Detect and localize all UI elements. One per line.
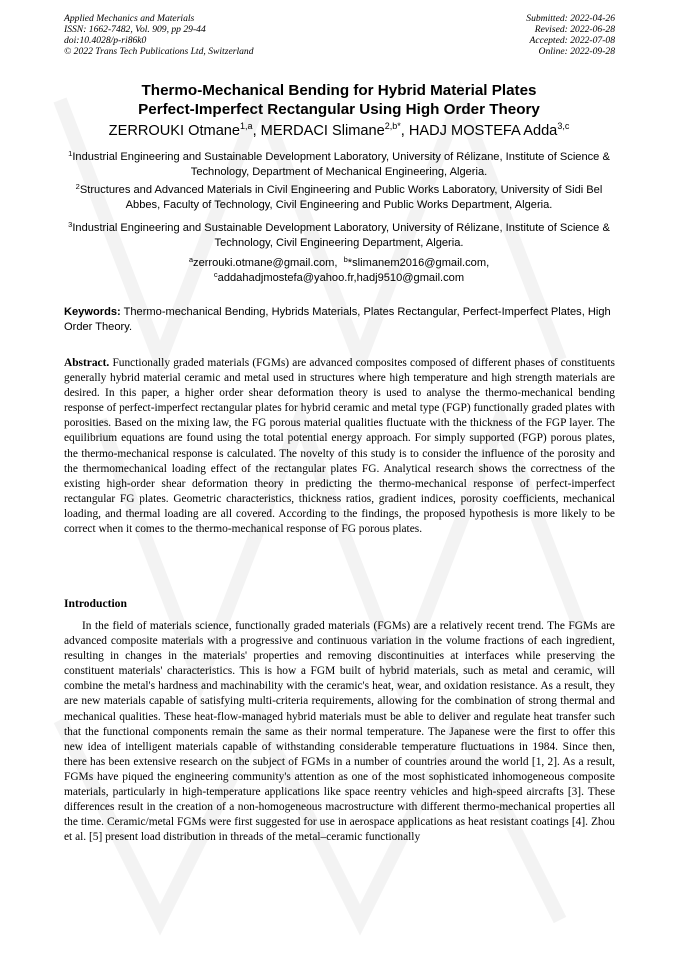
affiliation-2 [62, 183, 616, 213]
affiliation-sup: 3 [68, 220, 73, 229]
email-a[interactable]: zerrouki.otmane@gmail.com, [193, 257, 338, 269]
email-c[interactable]: addahadjmostefa@yahoo.fr,hadj9510@gmail.com [217, 272, 465, 284]
keywords-text: Thermo-mechanical Bending, Hybrids Materials, Plates Rectangular, Perfect-Imperfect Plates, High Order Theory. [64, 306, 611, 333]
online-date: Online: 2022-09-28 [538, 46, 615, 57]
author-affil-sup: 1,a [240, 121, 253, 131]
affiliation-sup: 1 [68, 149, 73, 158]
affiliation-text: Industrial Engineering and Sustainable Development Laboratory, University of Rélizane, Institute of Science & Technology, Department of Mechanical Engineering, Algeria. [72, 151, 610, 178]
author-separator: , [400, 123, 409, 139]
author-affil-sup: 3,c [557, 121, 570, 131]
abstract-text: Functionally graded materials (FGMs) are advanced composites composed of different phases of constituents generally hybrid material ceramic and metal used in structures where high temperature and high strength materials are desired. In this paper, a higher order shear deformation theory is used to analyse the thermo-mechanical bending response of perfect-imperfect rectangular plates for hybrid ceramic and metal type (FGP) functionally graded plates with porosities. Based on the mixing law, the FG porous material qualities fluctuate with the thickness of the FGP layer. The equilibrium equations are found using the total potential energy approach. For simply supported (FGP) porous plates, the thermo-mechanical response is calculated. The novelty of this study is to consider the influence of the porosity and the thermomechanical loading effect of the rectangular plates FG. Analytical research shows the correctness of the existing high-order shear deformation theory in predicting the thermo-mechanical response of perfect-imperfect rectangular FG plates. Geometric characteristics, thickness ratios, gradient indices, porosity coefficients, mechanical loading, and thermal loading are all covered. According to the findings, the proposed hypothesis is more likely to be correct when it comes to the thermo-mechanical response of FG porous plates. [64, 357, 615, 536]
email-sup: a [188, 255, 194, 264]
introduction-paragraph: In the field of materials science, functionally graded materials (FGMs) are a relatively recent trend. The FGMs are advanced composite materials with a progressive and continuous variation in the volume fractions of each ingredient, resulting in changes in the materials' properties and removing discontinuities at interfaces while preserving the constituent materials' characteristics. This is how a FGM built of hybrid materials, such as metal and ceramic, will combine the metal's hardness and machinability with the ceramic's heat, wear, and oxidation resistance. As a result, they are new materials capable of satisfying multi-criteria requirements, allowing for the combination of strong thermal and mechanical qualities. These heat-flow-managed hybrid materials must be able to deliver and regulate heat transfer such that the functional components remain the same as their normal temperature. The Japanese were the first to offer this new idea of intelligent materials capable of withstanding considerable temperature fluctuations in 1984. Since then, there has been extensive research on the subject of FGMs in a number of countries around the world [1, 2]. As a result, FGMs have piqued the engineering community's attention as one of the most sophisticated inhomogeneous composite materials, particularly in high-temperature applications like space reentry vehicles and high-speed aircrafts [3]. These differences result in the creation of a non-homogeneous macrostructure with different thermo-mechanical properties all the time. Ceramic/metal FGMs were first suggested for use in aerospace applications as heat resistant coatings [4]. Zhou et al. [5] present load distribution in threads of the metal–ceramic functionally [64, 620, 615, 844]
affiliation-3 [62, 221, 616, 251]
doi-line[interactable]: doi:10.4028/p-ri86k0 [64, 35, 147, 46]
keywords-block [64, 305, 615, 335]
email-sup: b [343, 255, 348, 264]
email-sup: c [213, 270, 218, 279]
paper-title [40, 81, 638, 119]
submitted-date: Submitted: 2022-04-26 [526, 13, 615, 24]
accepted-date: Accepted: 2022-07-08 [529, 35, 615, 46]
header-right [526, 13, 615, 57]
author-list [40, 122, 638, 140]
keywords-label: Keywords: [64, 306, 121, 318]
title-line-2: Perfect-Imperfect Rectangular Using High Order Theory [138, 101, 540, 118]
author-name: HADJ MOSTEFA Adda [408, 123, 558, 139]
author-name: ZERROUKI Otmane [108, 123, 241, 139]
affiliation-text: Structures and Advanced Materials in Civil Engineering and Public Works Laboratory, University of Sidi Bel Abbes, Faculty of Technology, Civil Engineering and Public Works Department, Algeria. [79, 184, 603, 211]
section-heading-introduction: Introduction [64, 597, 127, 610]
author-name: MERDACI Slimane [260, 123, 385, 139]
abstract-block [64, 356, 615, 537]
revised-date: Revised: 2022-06-28 [534, 24, 615, 35]
title-line-1: Thermo-Mechanical Bending for Hybrid Material Plates [141, 82, 537, 99]
issn-line: ISSN: 1662-7482, Vol. 909, pp 29-44 [64, 24, 206, 35]
email-block [62, 256, 616, 286]
email-b[interactable]: *slimanem2016@gmail.com, [347, 257, 490, 269]
copyright-line: © 2022 Trans Tech Publications Ltd, Switzerland [64, 46, 254, 57]
affiliation-text: Industrial Engineering and Sustainable Development Laboratory, University of Rélizane, Institute of Science & Technology, Civil Engineering Department, Algeria. [72, 222, 610, 249]
journal-name: Applied Mechanics and Materials [64, 13, 195, 24]
author-affil-sup: 2,b* [384, 121, 401, 131]
author-separator: , [252, 123, 261, 139]
header-left [64, 13, 254, 57]
affiliation-1 [62, 150, 616, 180]
abstract-label: Abstract. [64, 357, 110, 369]
affiliation-sup: 2 [75, 182, 80, 191]
